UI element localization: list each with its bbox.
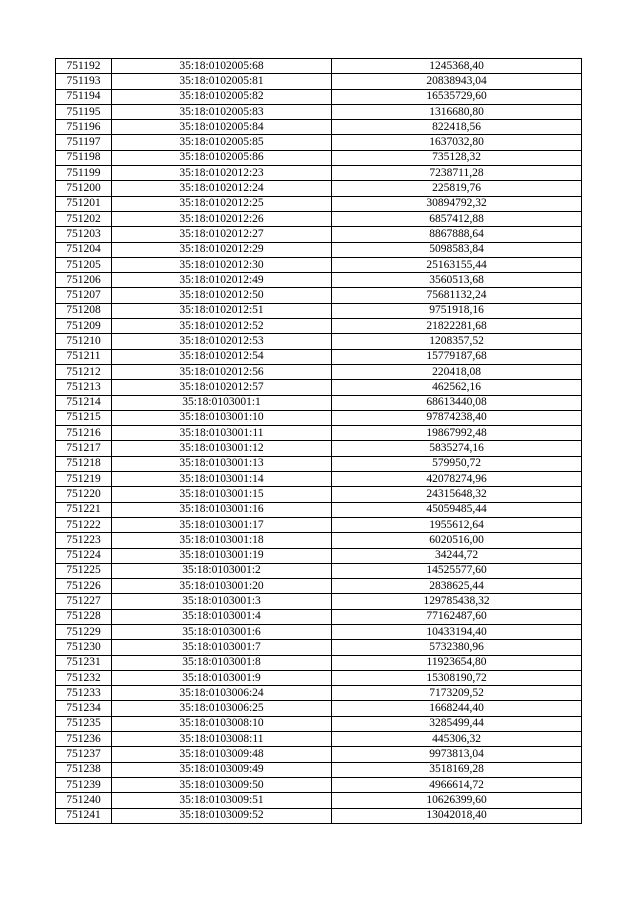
row-number-cell: 751218 xyxy=(56,456,112,471)
cadastral-value-cell: 14525577,60 xyxy=(332,563,582,578)
cadastral-value-table xyxy=(55,58,582,824)
table-row xyxy=(56,89,582,104)
cadastral-number-cell: 35:18:0103001:8 xyxy=(112,655,332,670)
row-number-cell: 751232 xyxy=(56,670,112,685)
cadastral-number-cell: 35:18:0102012:30 xyxy=(112,257,332,272)
row-number-cell: 751206 xyxy=(56,273,112,288)
cadastral-value-cell: 45059485,44 xyxy=(332,502,582,517)
cadastral-number-cell: 35:18:0103001:13 xyxy=(112,456,332,471)
row-number-cell: 751215 xyxy=(56,410,112,425)
cadastral-value-cell: 77162487,60 xyxy=(332,609,582,624)
row-number-cell: 751223 xyxy=(56,533,112,548)
row-number-cell: 751226 xyxy=(56,579,112,594)
table-row xyxy=(56,364,582,379)
row-number-cell: 751201 xyxy=(56,196,112,211)
cadastral-value-cell: 6020516,00 xyxy=(332,533,582,548)
cadastral-number-cell: 35:18:0103009:50 xyxy=(112,777,332,792)
table-body xyxy=(56,59,582,824)
cadastral-number-cell: 35:18:0102012:52 xyxy=(112,319,332,334)
table-row xyxy=(56,517,582,532)
row-number-cell: 751241 xyxy=(56,808,112,823)
cadastral-value-cell: 462562,16 xyxy=(332,380,582,395)
cadastral-number-cell: 35:18:0103001:4 xyxy=(112,609,332,624)
table-row xyxy=(56,104,582,119)
row-number-cell: 751229 xyxy=(56,624,112,639)
table-row xyxy=(56,196,582,211)
cadastral-number-cell: 35:18:0103001:19 xyxy=(112,548,332,563)
table-row xyxy=(56,273,582,288)
table-row xyxy=(56,686,582,701)
cadastral-value-cell: 579950,72 xyxy=(332,456,582,471)
cadastral-value-cell: 24315648,32 xyxy=(332,487,582,502)
row-number-cell: 751224 xyxy=(56,548,112,563)
cadastral-value-cell: 7238711,28 xyxy=(332,166,582,181)
cadastral-value-cell: 16535729,60 xyxy=(332,89,582,104)
cadastral-value-cell: 3560513,68 xyxy=(332,273,582,288)
table-row xyxy=(56,579,582,594)
cadastral-value-cell: 10433194,40 xyxy=(332,624,582,639)
cadastral-value-cell: 6857412,88 xyxy=(332,211,582,226)
cadastral-number-cell: 35:18:0103006:24 xyxy=(112,686,332,701)
table-row xyxy=(56,624,582,639)
row-number-cell: 751195 xyxy=(56,104,112,119)
table-row xyxy=(56,319,582,334)
table-row xyxy=(56,594,582,609)
cadastral-number-cell: 35:18:0102005:68 xyxy=(112,59,332,74)
cadastral-value-cell: 1208357,52 xyxy=(332,334,582,349)
cadastral-value-cell: 20838943,04 xyxy=(332,74,582,89)
cadastral-value-cell: 129785438,32 xyxy=(332,594,582,609)
cadastral-value-cell: 1637032,80 xyxy=(332,135,582,150)
row-number-cell: 751194 xyxy=(56,89,112,104)
cadastral-value-cell: 75681132,24 xyxy=(332,288,582,303)
cadastral-number-cell: 35:18:0102005:82 xyxy=(112,89,332,104)
cadastral-value-cell: 21822281,68 xyxy=(332,319,582,334)
table-row xyxy=(56,303,582,318)
cadastral-number-cell: 35:18:0102012:26 xyxy=(112,211,332,226)
table-row xyxy=(56,150,582,165)
table-row xyxy=(56,135,582,150)
cadastral-value-cell: 9973813,04 xyxy=(332,747,582,762)
row-number-cell: 751222 xyxy=(56,517,112,532)
cadastral-number-cell: 35:18:0102005:81 xyxy=(112,74,332,89)
cadastral-value-cell: 1245368,40 xyxy=(332,59,582,74)
cadastral-value-cell: 13042018,40 xyxy=(332,808,582,823)
table-row xyxy=(56,349,582,364)
cadastral-value-cell: 30894792,32 xyxy=(332,196,582,211)
cadastral-number-cell: 35:18:0103008:10 xyxy=(112,716,332,731)
row-number-cell: 751193 xyxy=(56,74,112,89)
row-number-cell: 751235 xyxy=(56,716,112,731)
table-row xyxy=(56,395,582,410)
cadastral-value-cell: 5098583,84 xyxy=(332,242,582,257)
cadastral-number-cell: 35:18:0103001:1 xyxy=(112,395,332,410)
table-row xyxy=(56,59,582,74)
cadastral-number-cell: 35:18:0103009:48 xyxy=(112,747,332,762)
cadastral-number-cell: 35:18:0103006:25 xyxy=(112,701,332,716)
row-number-cell: 751197 xyxy=(56,135,112,150)
cadastral-value-cell: 2838625,44 xyxy=(332,579,582,594)
table-row xyxy=(56,609,582,624)
cadastral-value-cell: 220418,08 xyxy=(332,364,582,379)
cadastral-number-cell: 35:18:0102005:85 xyxy=(112,135,332,150)
table-row xyxy=(56,716,582,731)
cadastral-value-cell: 42078274,96 xyxy=(332,472,582,487)
table-row xyxy=(56,487,582,502)
row-number-cell: 751216 xyxy=(56,426,112,441)
cadastral-value-cell: 8867888,64 xyxy=(332,227,582,242)
row-number-cell: 751239 xyxy=(56,777,112,792)
cadastral-value-cell: 822418,56 xyxy=(332,120,582,135)
cadastral-value-cell: 97874238,40 xyxy=(332,410,582,425)
cadastral-value-cell: 25163155,44 xyxy=(332,257,582,272)
table-row xyxy=(56,701,582,716)
table-row xyxy=(56,288,582,303)
cadastral-number-cell: 35:18:0103001:16 xyxy=(112,502,332,517)
table-row xyxy=(56,670,582,685)
row-number-cell: 751231 xyxy=(56,655,112,670)
cadastral-number-cell: 35:18:0103009:49 xyxy=(112,762,332,777)
cadastral-value-cell: 735128,32 xyxy=(332,150,582,165)
cadastral-value-cell: 10626399,60 xyxy=(332,793,582,808)
row-number-cell: 751230 xyxy=(56,640,112,655)
row-number-cell: 751238 xyxy=(56,762,112,777)
cadastral-number-cell: 35:18:0102012:29 xyxy=(112,242,332,257)
cadastral-value-cell: 11923654,80 xyxy=(332,655,582,670)
table-row xyxy=(56,548,582,563)
cadastral-value-cell: 19867992,48 xyxy=(332,426,582,441)
cadastral-number-cell: 35:18:0102012:24 xyxy=(112,181,332,196)
cadastral-number-cell: 35:18:0103009:51 xyxy=(112,793,332,808)
row-number-cell: 751214 xyxy=(56,395,112,410)
table-row xyxy=(56,732,582,747)
table-row xyxy=(56,410,582,425)
row-number-cell: 751209 xyxy=(56,319,112,334)
row-number-cell: 751228 xyxy=(56,609,112,624)
cadastral-number-cell: 35:18:0103001:17 xyxy=(112,517,332,532)
table-row xyxy=(56,181,582,196)
cadastral-value-cell: 1668244,40 xyxy=(332,701,582,716)
table-row xyxy=(56,334,582,349)
cadastral-value-cell: 5732380,96 xyxy=(332,640,582,655)
cadastral-value-cell: 5835274,16 xyxy=(332,441,582,456)
cadastral-value-cell: 4966614,72 xyxy=(332,777,582,792)
cadastral-number-cell: 35:18:0102005:86 xyxy=(112,150,332,165)
cadastral-number-cell: 35:18:0102012:53 xyxy=(112,334,332,349)
row-number-cell: 751205 xyxy=(56,257,112,272)
cadastral-number-cell: 35:18:0103001:10 xyxy=(112,410,332,425)
row-number-cell: 751237 xyxy=(56,747,112,762)
cadastral-value-cell: 9751918,16 xyxy=(332,303,582,318)
cadastral-number-cell: 35:18:0103008:11 xyxy=(112,732,332,747)
table-row xyxy=(56,808,582,823)
cadastral-value-cell: 1316680,80 xyxy=(332,104,582,119)
table-row xyxy=(56,777,582,792)
table-row xyxy=(56,655,582,670)
row-number-cell: 751199 xyxy=(56,166,112,181)
row-number-cell: 751234 xyxy=(56,701,112,716)
row-number-cell: 751207 xyxy=(56,288,112,303)
cadastral-number-cell: 35:18:0103001:15 xyxy=(112,487,332,502)
cadastral-value-cell: 15308190,72 xyxy=(332,670,582,685)
cadastral-number-cell: 35:18:0102012:27 xyxy=(112,227,332,242)
row-number-cell: 751213 xyxy=(56,380,112,395)
cadastral-number-cell: 35:18:0102012:50 xyxy=(112,288,332,303)
cadastral-value-cell: 445306,32 xyxy=(332,732,582,747)
cadastral-value-cell: 7173209,52 xyxy=(332,686,582,701)
cadastral-number-cell: 35:18:0103001:12 xyxy=(112,441,332,456)
cadastral-number-cell: 35:18:0103001:6 xyxy=(112,624,332,639)
row-number-cell: 751225 xyxy=(56,563,112,578)
cadastral-number-cell: 35:18:0103001:11 xyxy=(112,426,332,441)
cadastral-number-cell: 35:18:0103001:20 xyxy=(112,579,332,594)
cadastral-number-cell: 35:18:0103001:3 xyxy=(112,594,332,609)
cadastral-value-cell: 15779187,68 xyxy=(332,349,582,364)
cadastral-value-cell: 3518169,28 xyxy=(332,762,582,777)
cadastral-value-cell: 68613440,08 xyxy=(332,395,582,410)
table-row xyxy=(56,242,582,257)
table-row xyxy=(56,533,582,548)
row-number-cell: 751212 xyxy=(56,364,112,379)
row-number-cell: 751219 xyxy=(56,472,112,487)
row-number-cell: 751203 xyxy=(56,227,112,242)
row-number-cell: 751221 xyxy=(56,502,112,517)
cadastral-number-cell: 35:18:0102012:51 xyxy=(112,303,332,318)
cadastral-number-cell: 35:18:0103001:7 xyxy=(112,640,332,655)
row-number-cell: 751220 xyxy=(56,487,112,502)
row-number-cell: 751200 xyxy=(56,181,112,196)
row-number-cell: 751233 xyxy=(56,686,112,701)
table-row xyxy=(56,640,582,655)
cadastral-number-cell: 35:18:0103001:2 xyxy=(112,563,332,578)
cadastral-value-cell: 34244,72 xyxy=(332,548,582,563)
table-row xyxy=(56,227,582,242)
table-row xyxy=(56,74,582,89)
cadastral-number-cell: 35:18:0103001:18 xyxy=(112,533,332,548)
row-number-cell: 751210 xyxy=(56,334,112,349)
row-number-cell: 751198 xyxy=(56,150,112,165)
cadastral-number-cell: 35:18:0103009:52 xyxy=(112,808,332,823)
table-row xyxy=(56,762,582,777)
row-number-cell: 751227 xyxy=(56,594,112,609)
cadastral-number-cell: 35:18:0102005:83 xyxy=(112,104,332,119)
cadastral-number-cell: 35:18:0102012:57 xyxy=(112,380,332,395)
cadastral-value-cell: 1955612,64 xyxy=(332,517,582,532)
cadastral-number-cell: 35:18:0102012:56 xyxy=(112,364,332,379)
row-number-cell: 751196 xyxy=(56,120,112,135)
cadastral-value-cell: 225819,76 xyxy=(332,181,582,196)
row-number-cell: 751192 xyxy=(56,59,112,74)
row-number-cell: 751208 xyxy=(56,303,112,318)
table-row xyxy=(56,380,582,395)
table-row xyxy=(56,502,582,517)
table-row xyxy=(56,166,582,181)
table-row xyxy=(56,563,582,578)
cadastral-number-cell: 35:18:0102012:54 xyxy=(112,349,332,364)
cadastral-number-cell: 35:18:0103001:9 xyxy=(112,670,332,685)
row-number-cell: 751202 xyxy=(56,211,112,226)
table-row xyxy=(56,747,582,762)
cadastral-value-cell: 3285499,44 xyxy=(332,716,582,731)
table-row xyxy=(56,441,582,456)
cadastral-number-cell: 35:18:0102012:23 xyxy=(112,166,332,181)
row-number-cell: 751204 xyxy=(56,242,112,257)
table-row xyxy=(56,211,582,226)
table-row xyxy=(56,472,582,487)
cadastral-number-cell: 35:18:0102012:25 xyxy=(112,196,332,211)
table-row xyxy=(56,120,582,135)
table-row xyxy=(56,426,582,441)
cadastral-number-cell: 35:18:0103001:14 xyxy=(112,472,332,487)
row-number-cell: 751240 xyxy=(56,793,112,808)
table-row xyxy=(56,793,582,808)
row-number-cell: 751217 xyxy=(56,441,112,456)
row-number-cell: 751211 xyxy=(56,349,112,364)
table-row xyxy=(56,456,582,471)
cadastral-number-cell: 35:18:0102012:49 xyxy=(112,273,332,288)
table-row xyxy=(56,257,582,272)
row-number-cell: 751236 xyxy=(56,732,112,747)
cadastral-number-cell: 35:18:0102005:84 xyxy=(112,120,332,135)
